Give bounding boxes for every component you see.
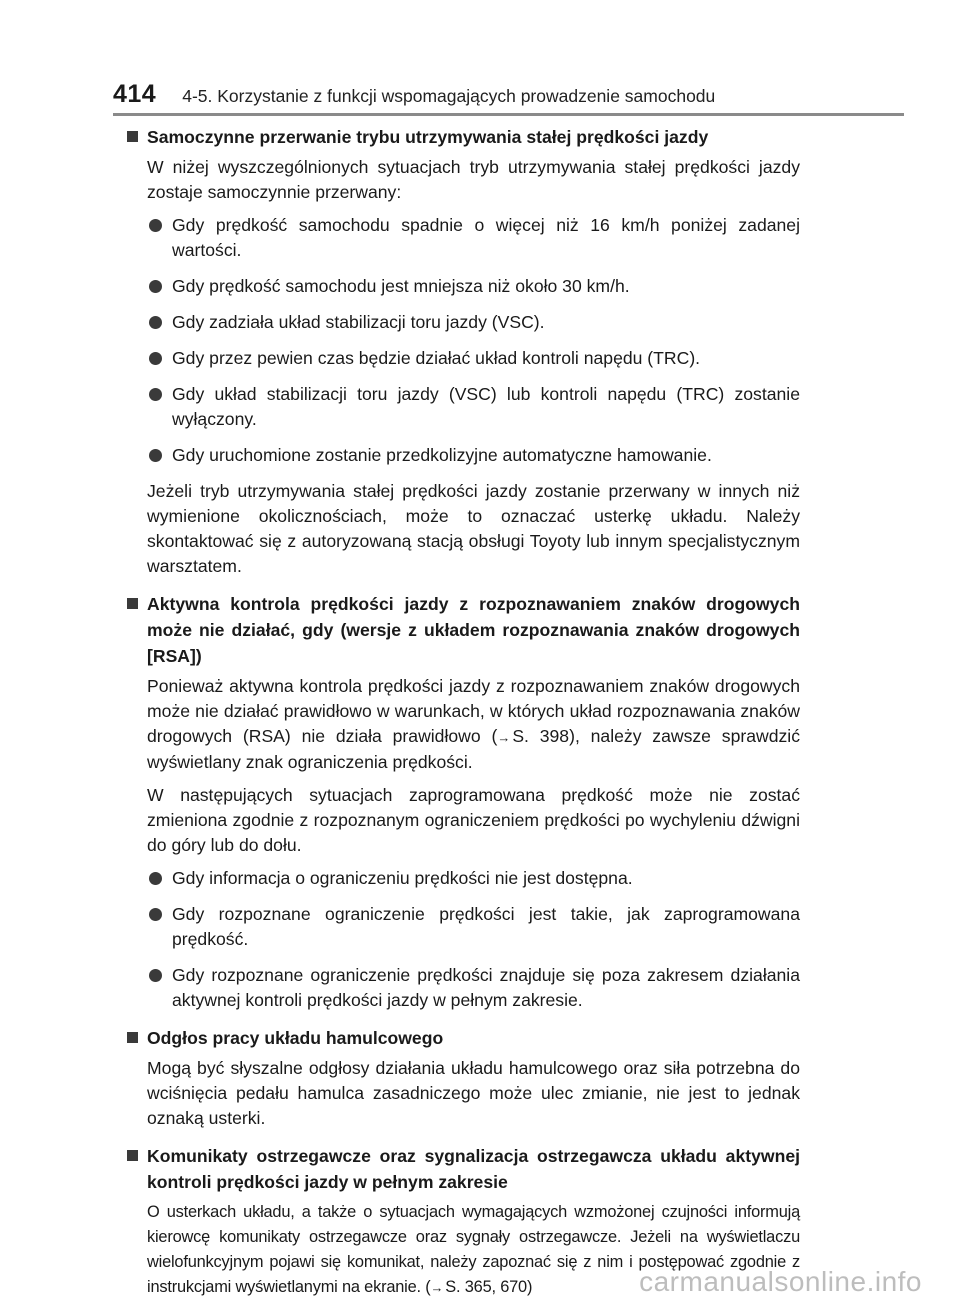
section-heading-text: Samoczynne przerwanie trybu utrzymywania stałej prędkości jazdy <box>147 127 709 147</box>
section-paragraph <box>147 674 800 775</box>
list-item-text: Gdy rozpoznane ograniczenie prędkości jest takie, jak zaprogramowana prędkość. <box>172 904 800 949</box>
circle-bullet-icon <box>149 969 162 982</box>
list-item-text: Gdy zadziała układ stabilizacji toru jazdy (VSC). <box>172 312 545 332</box>
section-heading <box>126 124 800 150</box>
square-bullet-icon <box>127 131 138 142</box>
list-item <box>147 213 800 263</box>
list-item-text: Gdy prędkość samochodu spadnie o więcej niż 16 km/h poniżej zadanej wartości. <box>172 215 800 260</box>
list-item <box>147 443 800 468</box>
section-heading <box>126 591 800 669</box>
circle-bullet-icon <box>149 352 162 365</box>
list-item <box>147 382 800 432</box>
page-number: 414 <box>113 80 157 108</box>
section-heading-text: Aktywna kontrola prędkości jazdy z rozpoznawaniem znaków drogowych może nie działać, gdy (wersje z układem rozpoznawania znaków drogowych [RSA]) <box>147 594 800 666</box>
list-item <box>147 274 800 299</box>
section-paragraph: Mogą być słyszalne odgłosy działania układu hamulcowego oraz siła potrzebna do wciśnięcia pedału hamulca zasadniczego może ulec zmianie, nie jest to jednak oznaką usterki. <box>147 1058 800 1128</box>
list-item-text: Gdy informacja o ograniczeniu prędkości nie jest dostępna. <box>172 868 633 888</box>
list-item-text: Gdy rozpoznane ograniczenie prędkości znajduje się poza zakresem działania aktywnej kontroli prędkości jazdy w pełnym zakresie. <box>172 965 800 1010</box>
section-heading <box>126 1143 800 1195</box>
list-item <box>147 902 800 952</box>
square-bullet-icon <box>127 598 138 609</box>
list-item-text: Gdy uruchomione zostanie przedkolizyjne automatyczne hamowanie. <box>172 445 712 465</box>
chapter-title: 4-5. Korzystanie z funkcji wspomagających prowadzenie samochodu <box>182 86 716 106</box>
circle-bullet-icon <box>149 908 162 921</box>
paragraph-text: S. 365, 670) <box>445 1278 533 1296</box>
section-outro: Jeżeli tryb utrzymywania stałej prędkości jazdy zostanie przerwany w innych niż wymienione okolicznościach, może to oznaczać usterkę układu. Należy skontaktować się z autoryzowaną stacją obsługi Toyoty lub innym specjalistycznym warsztatem. <box>147 481 800 576</box>
page-content <box>126 124 800 1312</box>
circle-bullet-icon <box>149 219 162 232</box>
section-heading-text: Komunikaty ostrzegawcze oraz sygnalizacja ostrzegawcza układu aktywnej kontroli prędkości jazdy w pełnym zakresie <box>147 1146 800 1192</box>
list-item-text: Gdy przez pewien czas będzie działać układ kontroli napędu (TRC). <box>172 348 701 368</box>
section-intro: W niżej wyszczególnionych sytuacjach tryb utrzymywania stałej prędkości jazdy zostaje samoczynnie przerwany: <box>147 157 800 202</box>
square-bullet-icon <box>127 1150 138 1161</box>
paragraph-text: O usterkach układu, a także o sytuacjach wymagających wzmożonej czujności informują kierowcę komunikaty ostrzegawcze oraz sygnały ostrzegawcze. Jeżeli na wyświetlaczu wielofunkcyjnym pojawi się komunikat, należy zapoznać się z nim i postępować zgodnie z instrukcjami wyświetlanymi na ekranie. ( <box>147 1203 800 1296</box>
paragraph-text: S. 398), należy zawsze sprawdzić wyświetlany znak ograniczenia prędkości. <box>147 726 800 772</box>
watermark: carmanualsonline.info <box>639 1266 922 1297</box>
list-item <box>147 963 800 1013</box>
circle-bullet-icon <box>149 280 162 293</box>
circle-bullet-icon <box>149 316 162 329</box>
arrow-right-icon: → <box>430 1280 444 1295</box>
list-item <box>147 866 800 891</box>
circle-bullet-icon <box>149 449 162 462</box>
page-header <box>113 80 715 109</box>
paragraph-text: Ponieważ aktywna kontrola prędkości jazdy z rozpoznawaniem znaków drogowych może nie działać prawidłowo w warunkach, w których układ rozpoznawania znaków drogowych (RSA) nie działa prawidłowo ( <box>147 676 800 746</box>
section-heading <box>126 1025 800 1051</box>
arrow-right-icon: → <box>497 730 511 745</box>
section-heading-text: Odgłos pracy układu hamulcowego <box>147 1028 444 1048</box>
square-bullet-icon <box>127 1032 138 1043</box>
section-paragraph: W następujących sytuacjach zaprogramowana prędkość może nie zostać zmieniona zgodnie z rozpoznanym ograniczeniem prędkości po wychyleniu dźwigni do góry lub do dołu. <box>147 785 800 855</box>
section-brake-noise <box>126 1025 800 1131</box>
list-item-text: Gdy układ stabilizacji toru jazdy (VSC) lub kontroli napędu (TRC) zostanie wyłączony. <box>172 384 800 429</box>
circle-bullet-icon <box>149 388 162 401</box>
list-item <box>147 310 800 335</box>
section-cruise-cancel <box>126 124 800 579</box>
bullet-list <box>147 866 800 1013</box>
section-rsa <box>126 591 800 1013</box>
bullet-list <box>147 213 800 468</box>
circle-bullet-icon <box>149 872 162 885</box>
header-divider <box>113 113 904 116</box>
list-item <box>147 346 800 371</box>
list-item-text: Gdy prędkość samochodu jest mniejsza niż około 30 km/h. <box>172 276 630 296</box>
